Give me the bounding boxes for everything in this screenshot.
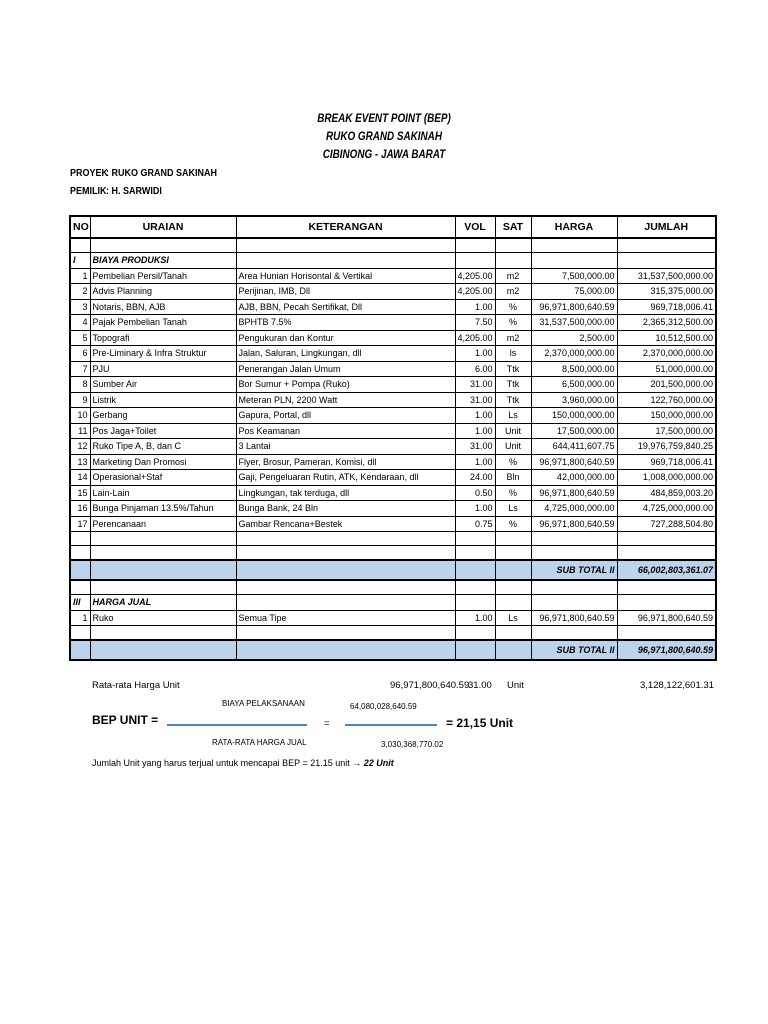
cell-harga: 644,411,607.75 [531, 439, 617, 455]
cell-no: 12 [70, 439, 90, 455]
proyek-row [70, 165, 217, 183]
cell-vol: 1.00 [455, 299, 495, 315]
cell-sat: m2 [495, 330, 531, 346]
cell-keterangan [236, 238, 455, 253]
cell-jumlah [617, 626, 716, 641]
cell-jumlah [617, 595, 716, 611]
cell-no: 17 [70, 516, 90, 532]
cell-keterangan: Semua Tipe [236, 610, 455, 626]
header-no: NO [70, 216, 90, 238]
cell-vol: 1.00 [455, 501, 495, 517]
cell-sat: Unit [495, 423, 531, 439]
cell-keterangan [236, 580, 455, 595]
cell-jumlah: 122,760,000.00 [617, 392, 716, 408]
table-row [70, 284, 716, 300]
cell-keterangan: Bunga Bank, 24 Bln [236, 501, 455, 517]
cell-uraian: PJU [90, 361, 236, 377]
table-header-row [70, 216, 716, 238]
cell-no [70, 560, 90, 580]
cell-keterangan [236, 595, 455, 611]
cell-harga: 7,500,000.00 [531, 268, 617, 284]
cell-keterangan: Bor Sumur + Pompa (Ruko) [236, 377, 455, 393]
cell-sat: Unit [495, 439, 531, 455]
cell-harga: 75,000.00 [531, 284, 617, 300]
cell-no [70, 580, 90, 595]
cell-jumlah: 4,725,000,000.00 [617, 501, 716, 517]
cell-uraian: Operasional+Staf [90, 470, 236, 486]
rata-amount: 96,971,800,640.59 [390, 680, 470, 691]
cell-no: 4 [70, 315, 90, 331]
cell-keterangan: Pos Keamanan [236, 423, 455, 439]
document-title [0, 110, 768, 164]
proyek-value: : RUKO GRAND SAKINAH [106, 168, 218, 179]
cell-sat: m2 [495, 268, 531, 284]
cell-harga: 2,500.00 [531, 330, 617, 346]
fraction-line-left [167, 724, 307, 726]
cell-jumlah: 66,002,803,361.07 [617, 560, 716, 580]
cell-no: 2 [70, 284, 90, 300]
cell-sat [495, 560, 531, 580]
pemilik-row [70, 183, 217, 201]
cell-sat: Ls [495, 501, 531, 517]
cell-vol [455, 595, 495, 611]
cell-no: 8 [70, 377, 90, 393]
cell-no: 16 [70, 501, 90, 517]
header-jumlah: JUMLAH [617, 216, 716, 238]
cell-harga: 150,000,000.00 [531, 408, 617, 424]
cell-no: 13 [70, 454, 90, 470]
header-uraian: URAIAN [90, 216, 236, 238]
cell-uraian [90, 238, 236, 253]
cell-harga: 2,370,000,000.00 [531, 346, 617, 362]
cell-keterangan [236, 640, 455, 660]
cell-keterangan: Pengukuran dan Kontur [236, 330, 455, 346]
note-bold: 22 Unit [363, 758, 394, 768]
title-line-1: BREAK EVENT POINT (BEP) [317, 113, 451, 125]
cell-harga: 6,500,000.00 [531, 377, 617, 393]
cell-harga [531, 238, 617, 253]
pemilik-value: : H. SARWIDI [106, 186, 162, 197]
cell-harga [531, 626, 617, 641]
cell-keterangan [236, 532, 455, 546]
cell-harga: 3,960,000.00 [531, 392, 617, 408]
cell-no: I [70, 253, 90, 269]
cell-jumlah: 96,971,800,640.59 [617, 610, 716, 626]
blank-row [70, 532, 716, 546]
cell-no: 5 [70, 330, 90, 346]
cell-vol: 4,205.00 [455, 330, 495, 346]
cell-jumlah: 2,365,312,500.00 [617, 315, 716, 331]
cell-uraian: Perencanaan [90, 516, 236, 532]
blank-row [70, 546, 716, 561]
table-row [70, 516, 716, 532]
cell-uraian [90, 640, 236, 660]
table-row [70, 423, 716, 439]
cell-vol: 1.00 [455, 454, 495, 470]
cell-no [70, 626, 90, 641]
blank-row [70, 238, 716, 253]
cell-keterangan: Area Hunian Horisontal & Vertikal [236, 268, 455, 284]
table-row [70, 485, 716, 501]
cell-uraian: Pos Jaga+Toilet [90, 423, 236, 439]
cell-sat [495, 580, 531, 595]
cell-no: 3 [70, 299, 90, 315]
cell-vol [455, 238, 495, 253]
cell-no: 9 [70, 392, 90, 408]
cell-keterangan: AJB, BBN, Pecah Sertifikat, Dll [236, 299, 455, 315]
equals-sign: = [324, 718, 330, 729]
rata-jual-value: 3,030,368,770.02 [381, 740, 444, 749]
cell-jumlah: 2,370,000,000.00 [617, 346, 716, 362]
cell-keterangan [236, 546, 455, 561]
cell-harga: 96,971,800,640.59 [531, 610, 617, 626]
cell-uraian: Ruko [90, 610, 236, 626]
table-row [70, 392, 716, 408]
cell-keterangan: Lingkungan, tak terduga, dll [236, 485, 455, 501]
cell-uraian [90, 626, 236, 641]
cell-uraian: HARGA JUAL [90, 595, 236, 611]
cell-sat: ls [495, 346, 531, 362]
cell-sat: Ls [495, 610, 531, 626]
cell-no [70, 546, 90, 561]
cell-no: 7 [70, 361, 90, 377]
cell-uraian: Marketing Dan Promosi [90, 454, 236, 470]
cell-vol: 24.00 [455, 470, 495, 486]
proyek-label: PROYEK [70, 168, 109, 179]
cell-vol [455, 253, 495, 269]
cell-jumlah [617, 253, 716, 269]
cell-uraian: Listrik [90, 392, 236, 408]
table-row [70, 361, 716, 377]
table-row [70, 408, 716, 424]
cell-no: 1 [70, 610, 90, 626]
cell-jumlah: 17,500,000.00 [617, 423, 716, 439]
cell-vol: 31.00 [455, 392, 495, 408]
biaya-value: 64,080,028,640.59 [350, 702, 417, 711]
cell-vol [455, 640, 495, 660]
cell-keterangan: BPHTB 7.5% [236, 315, 455, 331]
cell-jumlah [617, 532, 716, 546]
cell-uraian [90, 580, 236, 595]
cell-jumlah: 96,971,800,640.59 [617, 640, 716, 660]
cell-uraian: Pre-Liminary & Infra Struktur [90, 346, 236, 362]
cell-vol: 4,205.00 [455, 268, 495, 284]
table-row [70, 439, 716, 455]
cell-keterangan: Gambar Rencana+Bestek [236, 516, 455, 532]
cell-jumlah [617, 580, 716, 595]
table-row [70, 299, 716, 315]
cell-jumlah: 315,375,000.00 [617, 284, 716, 300]
cell-sat: Ttk [495, 361, 531, 377]
cell-vol: 31.00 [455, 377, 495, 393]
cell-sat: % [495, 454, 531, 470]
cell-uraian: Pembelian Persil/Tanah [90, 268, 236, 284]
cell-vol [455, 580, 495, 595]
cell-uraian: Pajak Pembelian Tanah [90, 315, 236, 331]
cell-no [70, 640, 90, 660]
cell-vol: 31.00 [455, 439, 495, 455]
cell-uraian: Topografi [90, 330, 236, 346]
cell-harga [531, 580, 617, 595]
rata-units: 31.00 [468, 680, 492, 691]
cell-keterangan: 3 Lantai [236, 439, 455, 455]
cell-vol [455, 546, 495, 561]
cell-jumlah: 969,718,006.41 [617, 299, 716, 315]
cell-sat [495, 253, 531, 269]
conclusion-note [92, 758, 394, 768]
cell-vol [455, 626, 495, 641]
cell-uraian: Sumber Air [90, 377, 236, 393]
cell-jumlah [617, 546, 716, 561]
cell-no: 15 [70, 485, 90, 501]
rata-unit-label: Unit [507, 680, 524, 691]
cell-keterangan: Penerangan Jalan Umum [236, 361, 455, 377]
cell-sat: Ttk [495, 377, 531, 393]
rata-label: Rata-rata Harga Unit [92, 680, 180, 691]
cell-sat: Ls [495, 408, 531, 424]
cell-sat: % [495, 516, 531, 532]
cell-no: 1 [70, 268, 90, 284]
cell-no [70, 532, 90, 546]
bep-result: = 21,15 Unit [446, 716, 514, 730]
subtotal-row [70, 560, 716, 580]
table-row [70, 268, 716, 284]
cell-no: 6 [70, 346, 90, 362]
table-row [70, 470, 716, 486]
cell-sat: % [495, 299, 531, 315]
bep-unit-label: BEP UNIT = [92, 713, 159, 727]
cell-harga: SUB TOTAL II [531, 560, 617, 580]
cell-sat: m2 [495, 284, 531, 300]
biaya-label: BIAYA PELAKSANAAN [222, 699, 305, 708]
cell-vol: 1.00 [455, 610, 495, 626]
cell-vol: 1.00 [455, 346, 495, 362]
cell-vol: 1.00 [455, 423, 495, 439]
cell-keterangan [236, 253, 455, 269]
cell-uraian: Lain-Lain [90, 485, 236, 501]
cell-jumlah: 727,288,504.80 [617, 516, 716, 532]
cell-keterangan: Meteran PLN, 2200 Watt [236, 392, 455, 408]
cell-jumlah: 484,859,003.20 [617, 485, 716, 501]
cell-keterangan: Gaji, Pengeluaran Rutin, ATK, Kendaraan, dll [236, 470, 455, 486]
cell-vol [455, 560, 495, 580]
title-line-2: RUKO GRAND SAKINAH [326, 131, 442, 143]
cell-jumlah: 150,000,000.00 [617, 408, 716, 424]
fraction-line-right [345, 724, 437, 726]
cell-harga: 42,000,000.00 [531, 470, 617, 486]
cell-sat [495, 238, 531, 253]
table-row [70, 501, 716, 517]
cell-sat [495, 640, 531, 660]
cell-harga [531, 546, 617, 561]
cell-uraian: BIAYA PRODUKSI [90, 253, 236, 269]
cell-vol: 7.50 [455, 315, 495, 331]
cell-sat [495, 546, 531, 561]
cell-harga: 31,537,500,000.00 [531, 315, 617, 331]
header-vol: VOL [455, 216, 495, 238]
cell-harga: 96,971,800,640.59 [531, 299, 617, 315]
cell-no: 10 [70, 408, 90, 424]
cell-jumlah: 51,000,000.00 [617, 361, 716, 377]
table-row [70, 377, 716, 393]
project-meta [70, 165, 233, 201]
cell-no: 11 [70, 423, 90, 439]
cell-jumlah: 201,500,000.00 [617, 377, 716, 393]
cell-keterangan [236, 560, 455, 580]
cell-uraian: Ruko Tipe A, B, dan C [90, 439, 236, 455]
cell-jumlah: 969,718,006.41 [617, 454, 716, 470]
cell-harga: 4,725,000,000.00 [531, 501, 617, 517]
cell-sat [495, 626, 531, 641]
cell-harga [531, 532, 617, 546]
table-body [70, 238, 716, 660]
cell-jumlah: 1,008,000,000.00 [617, 470, 716, 486]
cell-uraian [90, 560, 236, 580]
note-text: Jumlah Unit yang harus terjual untuk mencapai BEP = 21.15 unit → [92, 758, 364, 768]
title-line-3: CIBINONG - JAWA BARAT [322, 149, 446, 161]
cell-harga: 96,971,800,640.59 [531, 454, 617, 470]
cell-harga [531, 253, 617, 269]
cell-uraian [90, 532, 236, 546]
cell-uraian [90, 546, 236, 561]
cell-keterangan: Gapura, Portal, dll [236, 408, 455, 424]
cell-vol: 1.00 [455, 408, 495, 424]
rata-result: 3,128,122,601.31 [640, 680, 714, 691]
section-row [70, 253, 716, 269]
rata-jual-label: RATA-RATA HARGA JUAL [212, 738, 307, 747]
cell-jumlah: 31,537,500,000.00 [617, 268, 716, 284]
blank-row [70, 580, 716, 595]
cell-jumlah [617, 238, 716, 253]
cell-jumlah: 19,976,759,840.25 [617, 439, 716, 455]
cell-keterangan: Flyer, Brosur, Pameran, Komisi, dll [236, 454, 455, 470]
cell-keterangan: Jalan, Saluran, Lingkungan, dll [236, 346, 455, 362]
cell-sat: Bln [495, 470, 531, 486]
cell-uraian: Notaris, BBN, AJB [90, 299, 236, 315]
cell-jumlah: 10,512,500.00 [617, 330, 716, 346]
table-row [70, 454, 716, 470]
cell-sat [495, 595, 531, 611]
blank-row [70, 626, 716, 641]
pemilik-label: PEMILIK [70, 186, 107, 197]
cell-sat: % [495, 315, 531, 331]
table-row [70, 315, 716, 331]
table-row [70, 330, 716, 346]
cell-keterangan: Perijinan, IMB, Dll [236, 284, 455, 300]
cell-harga: 96,971,800,640.59 [531, 516, 617, 532]
cell-harga: 8,500,000.00 [531, 361, 617, 377]
cell-harga: 96,971,800,640.59 [531, 485, 617, 501]
cell-vol: 0.75 [455, 516, 495, 532]
cell-vol: 6.00 [455, 361, 495, 377]
cell-sat: Ttk [495, 392, 531, 408]
cell-vol: 4,205.00 [455, 284, 495, 300]
table-row [70, 346, 716, 362]
cell-keterangan [236, 626, 455, 641]
header-sat: SAT [495, 216, 531, 238]
cell-no [70, 238, 90, 253]
subtotal-row [70, 640, 716, 660]
table-row [70, 610, 716, 626]
section-row [70, 595, 716, 611]
cell-harga: 17,500,000.00 [531, 423, 617, 439]
cell-sat: % [495, 485, 531, 501]
cell-uraian: Bunga Pinjaman 13.5%/Tahun [90, 501, 236, 517]
cell-no: III [70, 595, 90, 611]
cell-uraian: Advis Planning [90, 284, 236, 300]
cell-no: 14 [70, 470, 90, 486]
header-keterangan: KETERANGAN [236, 216, 455, 238]
cell-harga: SUB TOTAL II [531, 640, 617, 660]
cell-harga [531, 595, 617, 611]
cell-sat [495, 532, 531, 546]
cell-vol [455, 532, 495, 546]
header-harga: HARGA [531, 216, 617, 238]
cell-vol: 0.50 [455, 485, 495, 501]
bep-table [69, 215, 717, 661]
cell-uraian: Gerbang [90, 408, 236, 424]
